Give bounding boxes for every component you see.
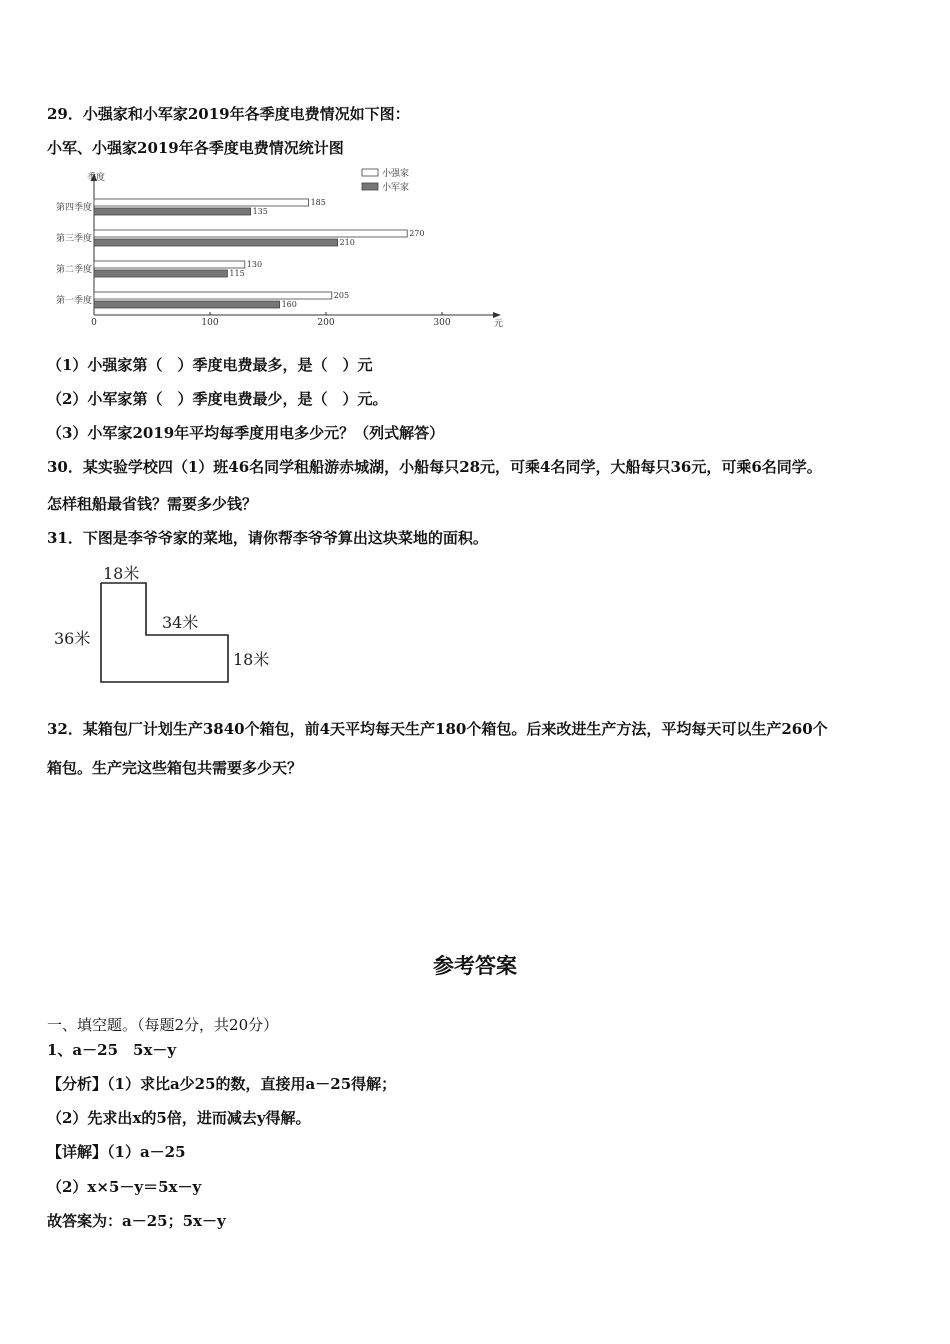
legend-label: 小军家 <box>382 183 410 193</box>
label-right: 18米 <box>233 650 270 669</box>
bar-value-label: 130 <box>246 260 263 269</box>
bar-xiaoqiang <box>94 261 245 268</box>
x-axis-label: 元 <box>494 319 504 329</box>
bar-value-label: 115 <box>229 269 245 278</box>
category-label: 第四季度 <box>55 203 92 213</box>
bar-value-label: 270 <box>409 229 425 238</box>
q30-line2: 怎样租船最省钱？需要多少钱？ <box>47 495 258 513</box>
bar-xiaojun <box>94 270 227 277</box>
x-axis-arrow <box>493 312 501 318</box>
x-tick-label: 0 <box>91 318 97 328</box>
bar-xiaojun <box>94 208 251 215</box>
answer-detail: 【详解】（1）a－25 <box>47 1143 186 1161</box>
category-label: 第一季度 <box>55 296 92 306</box>
answer-1: 1、a－25 5x－y <box>47 1041 177 1059</box>
q29-question: 29．小强家和小军家2019年各季度电费情况如下图： <box>47 105 410 123</box>
bar-xiaojun <box>94 301 280 308</box>
answers-title: 参考答案 <box>433 954 517 978</box>
bar-value-label: 160 <box>281 300 297 309</box>
answer-detail-2: （2）x×5－y＝5x－y <box>47 1178 202 1196</box>
legend-label: 小强家 <box>382 169 410 179</box>
label-top: 18米 <box>103 564 140 583</box>
y-axis-label: 季度 <box>87 173 106 183</box>
legend-swatch <box>362 169 378 176</box>
category-label: 第三季度 <box>55 234 92 244</box>
electricity-bar-chart <box>40 165 510 335</box>
q29-sub3: （3）小军家2019年平均每季度用电多少元？（列式解答） <box>47 424 445 442</box>
answer-conclusion: 故答案为：a－25；5x－y <box>47 1212 226 1230</box>
bar-value-label: 135 <box>252 207 268 216</box>
q29-sub1: （1）小强家第（ ）季度电费最多，是（ ）元 <box>47 356 373 374</box>
label-left: 36米 <box>54 629 91 648</box>
answers-section: 一、填空题。（每题2分，共20分） <box>47 1016 279 1034</box>
answer-analysis-2: （2）先求出x的5倍，进而减去y得解。 <box>47 1109 311 1127</box>
chart-title: 小军、小强家2019年各季度电费情况统计图 <box>47 139 344 157</box>
bar-xiaoqiang <box>94 230 407 237</box>
answer-analysis: 【分析】（1）求比a少25的数，直接用a－25得解； <box>47 1075 397 1093</box>
x-tick-label: 200 <box>317 318 335 328</box>
q32-line2: 箱包。生产完这些箱包共需要多少天？ <box>47 759 303 777</box>
q31-text: 31．下图是李爷爷家的菜地，请你帮李爷爷算出这块菜地的面积。 <box>47 529 488 547</box>
bar-xiaoqiang <box>94 292 332 299</box>
q32-line1: 32．某箱包厂计划生产3840个箱包，前4天平均每天生产180个箱包。后来改进生产方法，平均每天可以生产260个 <box>47 720 828 738</box>
x-tick-label: 100 <box>201 318 219 328</box>
q30-line1: 30．某实验学校四（1）班46名同学租船游赤城湖，小船每只28元，可乘4名同学，大船每只36元，可乘6名同学。 <box>47 458 822 476</box>
bar-xiaojun <box>94 239 338 246</box>
bar-value-label: 205 <box>333 291 350 300</box>
q29-sub2: （2）小军家第（ ）季度电费最少，是（ ）元。 <box>47 390 388 408</box>
garden-outline <box>101 583 228 682</box>
bar-value-label: 185 <box>310 198 326 207</box>
category-label: 第二季度 <box>55 265 92 275</box>
label-mid: 34米 <box>162 613 199 632</box>
bar-xiaoqiang <box>94 199 309 206</box>
bar-value-label: 210 <box>339 238 355 247</box>
l-shaped-garden-figure <box>50 560 290 690</box>
x-tick-label: 300 <box>433 318 451 328</box>
legend-swatch <box>362 183 378 190</box>
